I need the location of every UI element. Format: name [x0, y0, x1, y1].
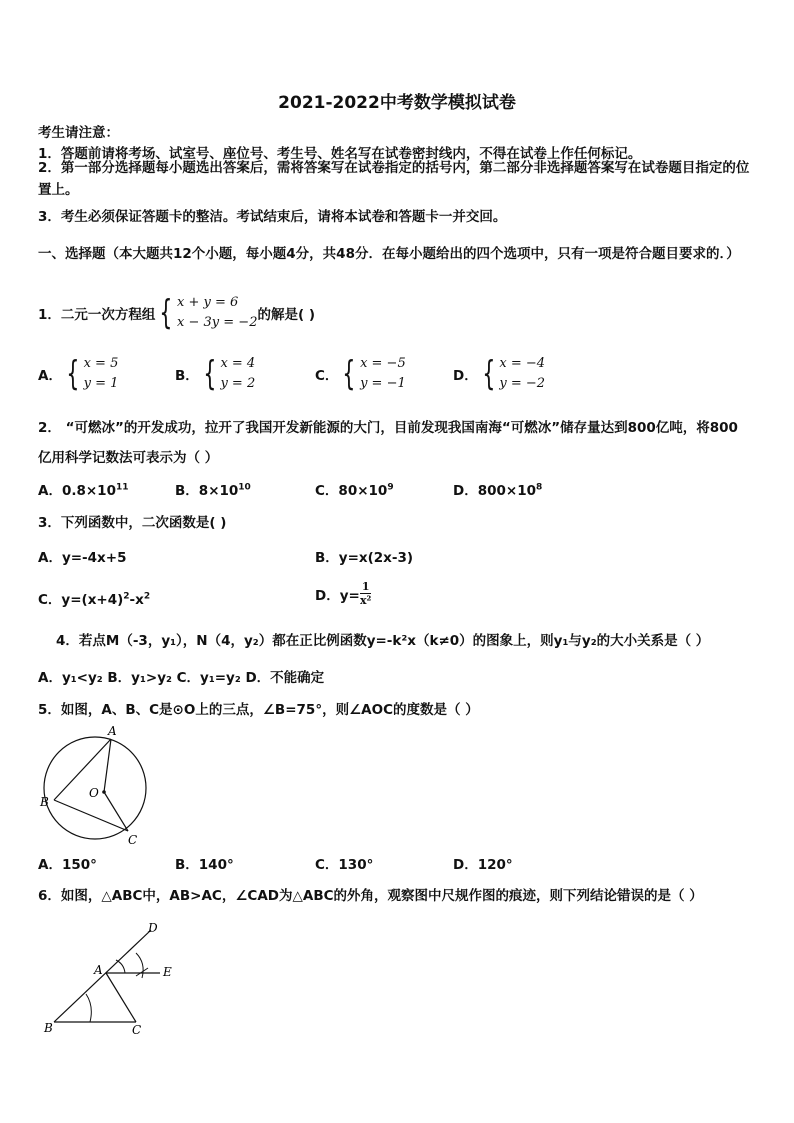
q5-option-c[interactable]: C．130°: [315, 857, 374, 873]
q2-option-c[interactable]: C．$80\times 10^9$: [315, 482, 394, 499]
label-b: B: [40, 795, 49, 809]
brace-icon: {: [203, 354, 217, 394]
brace-icon: {: [342, 354, 356, 394]
option-eq2: y = −2: [499, 376, 546, 391]
q3-stem: 3．下列函数中，二次函数是( ): [38, 515, 227, 531]
option-label: B．: [175, 368, 199, 384]
option-eq2: y = 1: [83, 376, 119, 391]
option-eq1: x = −5: [360, 356, 406, 371]
notice-item-2: 2．第一部分选择题每小题选出答案后，需将答案写在试卷指定的括号内，第二部分非选择题答案写在试卷题目指定的位置上。: [38, 160, 750, 198]
q2-option-a[interactable]: A．$0.8\times 10^{11}$: [38, 482, 129, 499]
fraction: $\frac{1}{\text{x²}}$: [359, 580, 372, 607]
q1-option-c[interactable]: [315, 354, 406, 394]
notice-item-3: 3．考生必须保证答题卡的整洁。考试结束后，请将本试卷和答题卡一并交回。: [38, 209, 507, 225]
label-a: A: [108, 724, 117, 738]
q1-eq1: x + y = 6: [177, 295, 239, 310]
q1-option-d[interactable]: [453, 354, 545, 394]
brace-icon: {: [66, 354, 80, 394]
q2-option-b[interactable]: B．$8\times 10^{10}$: [175, 482, 251, 499]
q5-circle-figure: [38, 722, 158, 848]
brace-icon: {: [482, 354, 496, 394]
q1-suffix: 的解是( ): [257, 307, 316, 323]
brace-icon: {: [159, 293, 173, 333]
q3-option-c[interactable]: C．$y=(x+4)^2-x^2$: [38, 591, 151, 608]
q1-prefix: 1．二元一次方程组: [38, 307, 156, 323]
q4-options[interactable]: A．y₁<y₂ B．y₁>y₂ C．y₁=y₂ D．不能确定: [38, 670, 325, 686]
q5-option-d[interactable]: D．120°: [453, 857, 513, 873]
label-d: D: [148, 921, 158, 935]
option-eq1: x = −4: [499, 356, 546, 371]
option-label: D．: [453, 368, 478, 384]
q1-eq2: x − 3y = −2: [177, 315, 258, 330]
option-label: A．: [38, 368, 62, 384]
q6-construction-figure: [38, 916, 188, 1038]
notice-item-1: 1．答题前请将考场、试室号、座位号、考生号、姓名写在试卷密封线内，不得在试卷上作任何标记。: [38, 146, 642, 162]
q2-option-d[interactable]: D．$800\times 10^8$: [453, 482, 543, 499]
q2-line-1: 2． “可燃冰”的开发成功，拉开了我国开发新能源的大门，目前发现我国南海“可燃冰”储存量达到800亿吨，将800: [38, 420, 738, 436]
q3-option-d[interactable]: D．y= $\frac{1}{\text{x²}}$: [315, 580, 372, 607]
question-1: [38, 293, 315, 333]
label-c: C: [132, 1023, 142, 1037]
q4-stem: 4．若点M（-3，y₁），N（4，y₂）都在正比例函数y=-k²x（k≠0）的图象上，则y₁与y₂的大小关系是（ ）: [56, 633, 710, 649]
label-a: A: [94, 963, 103, 977]
label-o: O: [89, 786, 99, 800]
q5-option-a[interactable]: A．150°: [38, 857, 97, 873]
q1-system: [155, 293, 257, 333]
notice-heading: 考生请注意：: [38, 125, 119, 141]
q1-option-a[interactable]: [38, 354, 118, 394]
option-label: C．: [315, 368, 339, 384]
q1-option-b[interactable]: [175, 354, 255, 394]
option-eq1: x = 5: [83, 356, 119, 371]
q2-line-2: 亿用科学记数法可表示为（ ）: [38, 450, 219, 466]
option-eq1: x = 4: [220, 356, 256, 371]
option-eq2: y = 2: [220, 376, 256, 391]
label-e: E: [163, 965, 172, 979]
q5-stem: 5．如图，A、B、C是⊙O上的三点，∠B=75°，则∠AOC的度数是（ ）: [38, 702, 479, 718]
label-b: B: [44, 1021, 53, 1035]
q3-option-a[interactable]: A．y=-4x+5: [38, 550, 127, 566]
section-heading: 一、选择题（本大题共12个小题，每小题4分，共48分．在每小题给出的四个选项中，只有一项是符合题目要求的．）: [38, 246, 740, 262]
option-eq2: y = −1: [360, 376, 406, 391]
page-title: 2021-2022中考数学模拟试卷: [278, 93, 516, 113]
q5-option-b[interactable]: B．140°: [175, 857, 234, 873]
label-c: C: [128, 833, 138, 847]
q3-option-b[interactable]: B．y=x(2x-3): [315, 550, 414, 566]
q6-stem: 6．如图，△ABC中，AB>AC，∠CAD为△ABC的外角，观察图中尺规作图的痕迹，则下列结论错误的是（ ）: [38, 888, 703, 904]
